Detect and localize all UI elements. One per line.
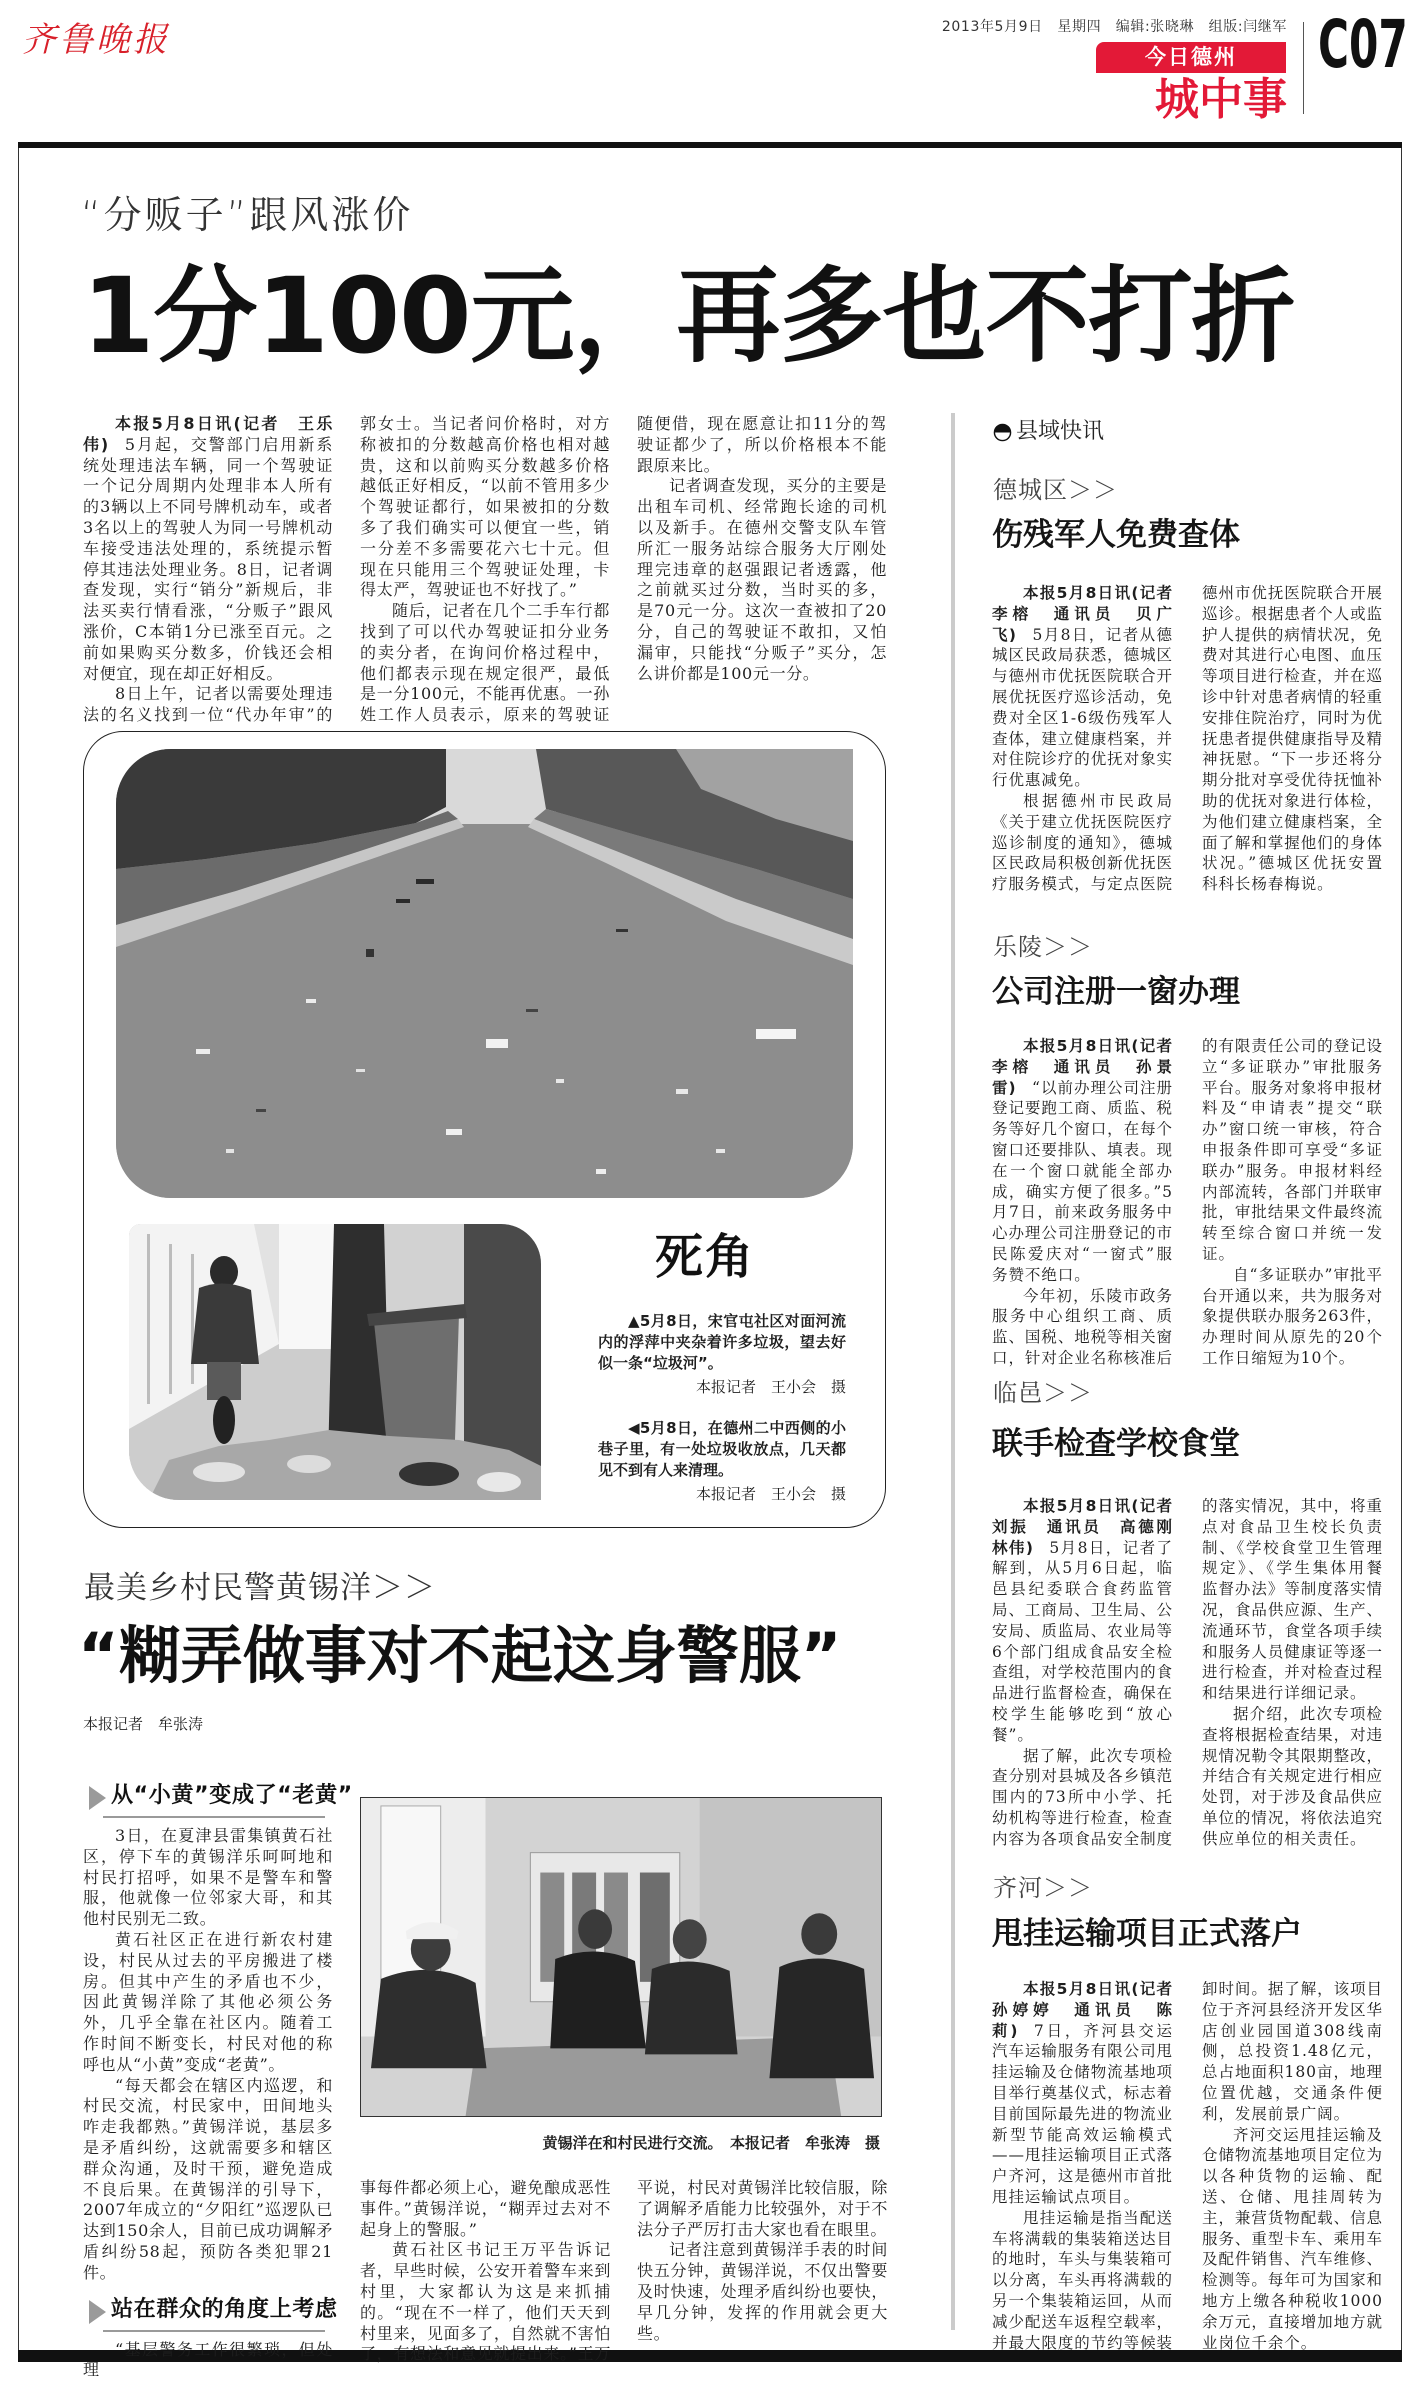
wall-stripe xyxy=(147,1234,150,1404)
garbage-bag xyxy=(193,1462,245,1482)
county-paragraph-text: 5月8日，记者从德城区民政局获悉，德城区与德州市优抚医院联合开展优抚医疗巡诊活动，免费对全区1-6级伤残军人查体，建立健康档案，并对住院诊疗的优抚对象实行优惠减免。 xyxy=(992,625,1174,790)
page-border-left xyxy=(18,148,19,2350)
floating-debris xyxy=(716,1149,725,1153)
floating-debris xyxy=(526,1009,538,1012)
county-dateline: 本报5月8日讯(记者 李榕 通讯员 孙景雷) xyxy=(992,1037,1190,1097)
floating-debris xyxy=(226,1149,234,1153)
feature-paragraph: 3日，在夏津县雷集镇黄石社区，停下车的黄锡洋乐呵呵地和村民打招呼，如果不是警车和警服，他就像一位邻家大哥，和其他村民别无二致。 xyxy=(83,1826,333,1929)
subhead-underline xyxy=(103,2330,325,2332)
villager-head xyxy=(578,1909,612,1949)
county-paragraph: 甩挂运输是指当配送车将满载的集装箱送达目的地时，车头与集装箱可以分离，车头再将满载的另一个集装箱运回，从而减少配送车返程空载率，并最大限度的节约等候装卸时间。据了解，该项目位于齐河县经济开发区华店创业园国道308线南侧，总投资1.48亿元，总占地面积180亩，地理位置优越，交通条件便利，发展前景广阔。 xyxy=(992,1980,1383,2352)
region-label-decheng: 德城区＞＞ xyxy=(993,476,1118,504)
lead-paragraph: 随后，记者在几个二手车行都找到了可以代办驾驶证扣分业务的卖分者，在询问价格过程中，他们都表示现在规定很严，最低是一分100元，不能再优惠。一孙姓工作人员表示，原来的驾驶证随便借，现在愿意让扣11分的驾驶证都少了，所以价格根本不能跟原来比。 xyxy=(360,414,887,725)
floating-debris xyxy=(396,899,410,903)
county-headline: 伤残军人免费查体 xyxy=(992,517,1240,553)
lead-headline: 1分100元，再多也不打折 xyxy=(82,255,1295,377)
lead-paragraph: 8日上午，记者以需要处理违法的名义找到一位“代办年审”的郭女士。当记者问价格时，对方称被扣的分数越高价格也相对越贵，这和以前购买分数越多价格越低正好相反，“以前不管用多少个驾驶证都行，如果被扣的分数多了我们确实可以便宜一些，销一分差不多需要花六七十元。但现在只能用三个驾驶证处理，卡得太严，驾驶证也不好找了。” xyxy=(83,414,610,725)
floating-debris xyxy=(366,949,374,957)
bright-distance xyxy=(279,1224,334,1349)
county-paragraph: 据介绍，此次专项检查将根据检查结果，对违规情况勒令其限期整改，并结合有关规定进行相应处罚，对于涉及食品供应单位的情况，将依法追究供应单位的相关责任。 xyxy=(1202,1704,1383,1848)
county-paragraph: 根据德州市民政局《关于建立优抚医院医疗巡诊制度的通知》，德城区民政局积极创新优抚医疗服务模式，与定点医院德州市优抚医院联合开展巡诊。根据患者个人或监护人提供的病情状况，免费对其进行心电图、血压等项目进行检查，并在巡诊中针对患者病情的轻重安排住院治疗，同时为优抚患者提供健康指导及精神抚慰。“下一步还将分期分批对享受优待抚恤补助的优抚对象进行体检，为他们建立健康档案，全面了解和掌握他们的身体状况。”德城区优抚安置科科长杨春梅说。 xyxy=(992,584,1383,894)
floating-debris xyxy=(676,1089,688,1094)
photo-caption-alley xyxy=(598,1418,846,1505)
region-label-linyi: 临邑＞＞ xyxy=(993,1379,1093,1407)
photo-caption-river xyxy=(598,1311,846,1398)
county-dateline: 本报5月8日讯(记者 刘振 通讯员 高德刚 林伟) xyxy=(992,1497,1190,1557)
feature-continued-columns xyxy=(360,2178,888,2365)
region-label-qihe: 齐河＞＞ xyxy=(993,1874,1093,1902)
lead-story-body xyxy=(83,414,887,726)
police-officer-body xyxy=(371,1970,487,2068)
alley-garbage-photo xyxy=(129,1224,541,1500)
feature-subhead xyxy=(83,1780,353,1818)
county-article-body xyxy=(992,1496,1383,1850)
scooter-basket xyxy=(207,1362,241,1400)
floating-debris xyxy=(306,999,316,1003)
county-headline: 公司注册一窗办理 xyxy=(992,974,1240,1010)
caption-text: ▲5月8日，宋官屯社区对面河流内的浮萍中夹杂着许多垃圾，望去好似一条“垃圾河”。 xyxy=(598,1312,846,1372)
section-tag: 今日德州 xyxy=(1096,42,1286,73)
lead-paragraph-text: 5月起，交警部门启用新系统处理违法车辆，同一个驾驶证一个记分周期内处理非本人所有的3辆以上不同号牌机动车，或者3名以上的驾驶人为同一号牌机动车接受违法处理的，系统提示暂停其违法处理业务。8日，记者调查发现，实行“销分”新规后，非法买卖行情看涨，“分贩子”跟风涨价，C本销1分已涨至百元。之前如果购买分数多，价钱还会相对便宜，现在却正好相反。 xyxy=(83,434,333,683)
lead-dateline: 本报5月8日讯(记者 王乐伟) xyxy=(83,414,333,454)
lead-paragraph xyxy=(83,414,333,684)
lead-paragraph: 记者调查发现，买分的主要是出租车司机、经常跑长途的司机以及新手。在德州交警支队车管所汇一服务站综合服务大厅刚处理完违章的赵强跟记者透露，他之前就买过分数，当时买的多，是70元一分。这次一查被扣了20分，自己的驾驶证不敢扣，又怕漏审，只能找“分贩子”买分，怎么讲价都是100元一分。 xyxy=(637,476,887,683)
floating-debris xyxy=(356,1069,365,1072)
rider-head xyxy=(210,1256,238,1288)
county-article-body xyxy=(992,1036,1383,1369)
floating-debris xyxy=(556,1079,564,1083)
feature-left-column xyxy=(83,1780,353,2381)
county-paragraph xyxy=(992,1496,1190,1746)
county-dateline: 本报5月8日讯(记者 李榕 通讯员 贝广飞) xyxy=(992,584,1190,644)
county-paragraph-text: 7日，齐河县交运汽车运输服务有限公司甩挂运输及仓储物流基地项目举行奠基仪式，标志着目前国际最先进的物流业新型节能高效运输模式——甩挂运输项目正式落户齐河，这是德州市首批甩挂运输试点项目。 xyxy=(992,2021,1174,2206)
floating-debris xyxy=(616,929,628,932)
villager-body xyxy=(645,1961,738,2054)
feature-subhead xyxy=(83,2294,338,2332)
county-news-label-text: 县域快讯 xyxy=(1016,419,1105,444)
lead-kicker: “分贩子”跟风涨价 xyxy=(81,193,414,237)
villager-head xyxy=(801,1913,837,1955)
photo-credit: 本报记者 王小会 摄 xyxy=(695,1378,846,1396)
feature-paragraph: “每天都会在辖区内巡逻，和村民交流，村民家中，田间地头咋走我都熟。”黄锡洋说，基层多是矛盾纠纷，这就需要多和辖区群众沟通，及时干预，避免造成不良后果。在黄锡洋的引导下，2007年成立的“夕阳红”巡逻队已达到150余人，目前已成功调解矛盾纠纷58起，预防各类犯罪21件。 xyxy=(83,2075,333,2282)
county-paragraph-text: 5月8日，记者了解到，从5月6日起，临邑县纪委联合食药监管局、工商局、卫生局、公安局、质监局、农业局等6个部门组成食品安全检查组，对学校范围内的食品进行监督检查，确保在校学生能够吃到“放心餐”。 xyxy=(992,1538,1174,1744)
river-garbage-photo xyxy=(116,749,853,1198)
feature-kicker: 最美乡村民警黄锡洋＞＞ xyxy=(84,1570,436,1606)
police-photo-caption: 黄锡洋在和村民进行交流。 本报记者 牟张涛 摄 xyxy=(542,2134,880,2152)
feature-paragraph: 黄石社区正在进行新农村建设，村民从过去的平房搬进了楼房。但其中产生的矛盾也不少，因此黄锡洋除了其他必须公务外，几乎全靠在社区内。随着工作时间不断变长，村民对他的称呼也从“小黄”变成“老黄”。 xyxy=(83,1929,333,2074)
subhead-text: 站在群众的角度上考虑 xyxy=(111,2296,338,2322)
garbage-bag xyxy=(399,1462,459,1486)
county-paragraph: 据了解，此次专项检查分别对县城及各乡镇范围内的73所中小学、托幼机构等进行检查，检查内容为各项食品安全制度的落实情况，其中，将重点对食品卫生校长负责制、《学校食堂卫生管理规定》、《学生集体用餐监督办法》等制度落实情况，食品供应源、生产、流通环节，食堂各项手续和服务人员健康证等逐一进行检查，并对检查过程和结果进行详细记录。 xyxy=(992,1497,1383,1848)
feature-section-body xyxy=(83,1826,333,2284)
floating-debris xyxy=(256,1109,266,1112)
villager-body xyxy=(769,1958,874,2078)
issue-date-line: 2013年5月9日 星期四 编辑:张晓琳 组版:闫继军 xyxy=(941,19,1287,35)
garbage-bag xyxy=(287,1455,331,1473)
newspaper-logo: 齐鲁晚报 xyxy=(22,20,170,60)
masthead-divider xyxy=(1303,22,1304,114)
floating-debris xyxy=(486,1039,508,1048)
river-photo-image xyxy=(116,749,853,1198)
page-number: C07 xyxy=(1318,6,1408,83)
photo-credit: 本报记者 王小会 摄 xyxy=(695,1485,846,1503)
villager-head xyxy=(673,1919,707,1959)
photo-feature-title: 死角 xyxy=(655,1229,756,1285)
rider-body xyxy=(191,1283,259,1364)
floating-debris xyxy=(756,1029,796,1039)
county-paragraph: 齐河交运甩挂运输及仓储物流基地项目定位为以各种货物的运输、配送、仓储、甩挂周转为主，兼营货物配载、信息服务、重型卡车、乘用车及配件销售、汽车维修、检测等。每年可为国家和地方上缴各种税收1000余万元，直接增加地方就业岗位千余个。 xyxy=(1202,2125,1383,2352)
section-title: 城中事 xyxy=(1155,74,1287,125)
feature-headline: “糊弄做事对不起这身警服” xyxy=(78,1619,842,1692)
county-article-body xyxy=(992,1979,1383,2353)
trash-bin xyxy=(374,1314,459,1446)
triangle-right-icon xyxy=(89,1786,106,1810)
wall-stripe xyxy=(169,1244,172,1394)
triangle-right-icon xyxy=(89,2300,106,2324)
feature-paragraph: 记者注意到黄锡洋手表的时间快五分钟，黄锡洋说，不仅出警要及时快速，处理矛盾纠纷也要快，早几分钟，发挥的作用就会更大些。 xyxy=(637,2240,888,2343)
region-label-leling: 乐陵＞＞ xyxy=(993,933,1093,961)
county-dateline: 本报5月8日讯(记者 孙婷婷 通讯员 陈莉) xyxy=(992,1980,1190,2040)
scooter-wheel xyxy=(213,1396,235,1444)
floating-debris xyxy=(416,879,434,884)
county-headline: 甩挂运输项目正式落户 xyxy=(992,1916,1302,1952)
wall-stripe xyxy=(191,1254,194,1384)
half-circle-icon xyxy=(993,423,1012,442)
police-villagers-photo xyxy=(360,1797,882,2117)
floating-debris xyxy=(446,1129,462,1135)
page-border-right xyxy=(1401,148,1402,2350)
caption-text: ◀5月8日，在德州二中西侧的小巷子里，有一处垃圾收放点，几天都见不到有人来清理。 xyxy=(598,1419,846,1479)
floating-debris xyxy=(596,1169,606,1174)
sidebar-divider xyxy=(951,413,955,2330)
subhead-text: 从“小黄”变成了“老黄” xyxy=(111,1783,353,1808)
alley-photo-image xyxy=(129,1224,541,1500)
icon-fill xyxy=(994,424,1010,432)
police-photo-image xyxy=(361,1798,881,2116)
feature-byline: 本报记者 牟张涛 xyxy=(83,1715,204,1733)
county-paragraph-text: “以前办理公司注册登记要跑工商、质监、税务等好几个窗口，在每个窗口还要排队、填表。现在一个窗口就能全部办成，确实方便了很多。”5月7日，前来政务服务中心办理公司注册登记的市民陈爱庆对“一窗式”服务赞不绝口。 xyxy=(992,1078,1173,1284)
county-paragraph: 今年初，乐陵市政务服务中心组织工商、质监、国税、地税等相关窗口，针对企业名称核准后的有限责任公司的登记设立“多证联办”审批服务平台。服务对象将申报材料及“申请表”提交“联办”窗口统一审核，符合申报条件即可享受“多证联办”服务。申报材料经内部流转，各部门并联审批，审批结果文件最终流转至综合窗口并统一发证。 xyxy=(992,1037,1383,1367)
feature-paragraph: 黄石社区书记王万平告诉记者，早些时候，公安开着警车来到村里，大家都认为这是来抓捕的。“现在不一样了，他们天天到村里来，见面多了，自然就不害怕了，有想法和意见就提出来。”王万平说，村民对黄锡洋比较信服，除了调解矛盾能力比较强外，对于不法分子严厉打击大家也看在眼里。 xyxy=(360,2178,888,2364)
county-paragraph xyxy=(992,583,1190,791)
villager-body xyxy=(550,1952,646,2049)
floating-debris xyxy=(196,1049,210,1054)
county-headline: 联手检查学校食堂 xyxy=(992,1426,1240,1462)
county-article-body xyxy=(992,583,1383,895)
feature-paragraph: “基层警务工作很繁琐，但处理 xyxy=(83,2339,333,2380)
feature-section-body xyxy=(83,2340,333,2382)
subhead-underline xyxy=(103,1816,325,1818)
county-news-label xyxy=(993,418,1104,446)
county-paragraph xyxy=(992,1036,1190,1286)
county-paragraph: 自“多证联办”审批平台开通以来，共为服务对象提供联办服务263件，办理时间从原先的20个工作日缩短为10个。 xyxy=(1202,1265,1383,1367)
county-paragraph xyxy=(992,1979,1190,2208)
top-rule xyxy=(18,142,1402,148)
feature-paragraph: 事每件都必须上心，避免酿成恶性事件。”黄锡洋说，“糊弄过去对不起身上的警服。” xyxy=(360,2178,611,2239)
garbage-bag xyxy=(477,1472,521,1492)
